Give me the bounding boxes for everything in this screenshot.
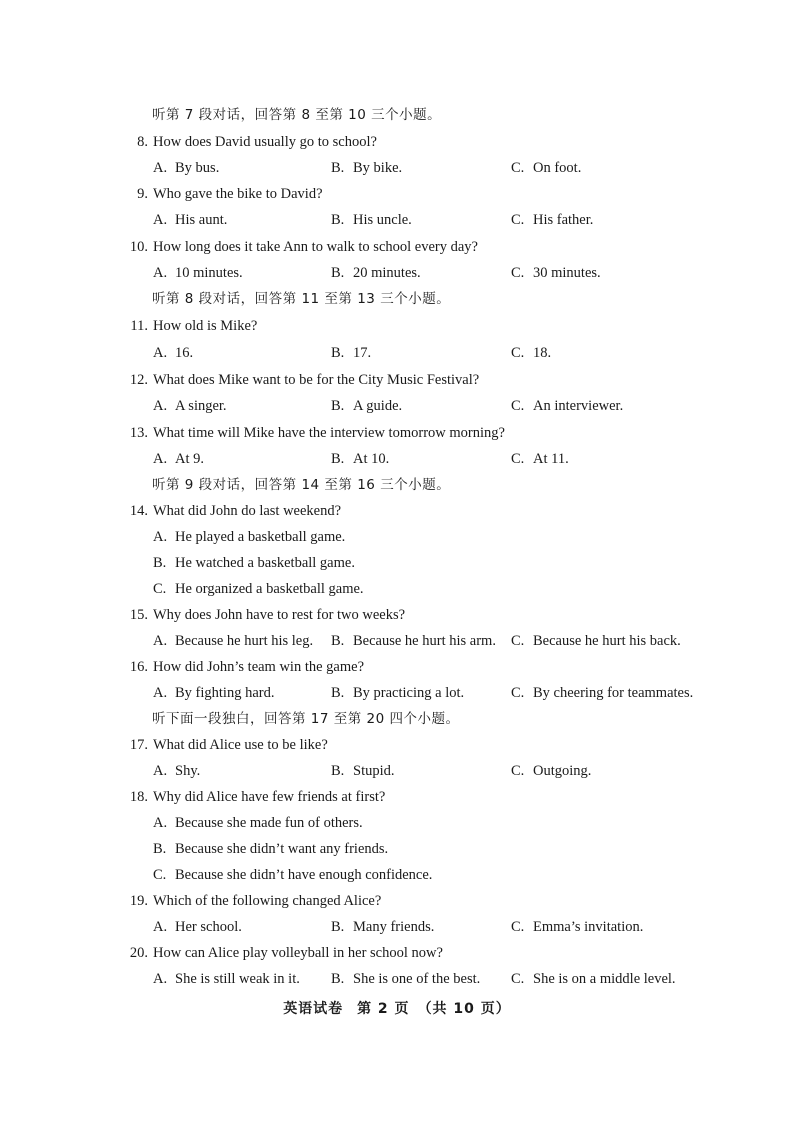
options-row bbox=[0, 760, 794, 782]
question-number: 8. bbox=[137, 134, 148, 150]
options-row bbox=[0, 682, 794, 704]
question-row bbox=[0, 131, 794, 153]
option-b: B. At 10. bbox=[331, 451, 390, 467]
options-row bbox=[0, 157, 794, 179]
option-a: A. Because she made fun of others. bbox=[153, 815, 363, 831]
instruction-text: 听第 8 段对话，回答第 11 至第 13 三个小题。 bbox=[152, 291, 451, 307]
question-row bbox=[0, 734, 794, 756]
question-text: What did John do last weekend? bbox=[153, 503, 342, 519]
question-text: Who gave the bike to David? bbox=[153, 186, 323, 202]
option-a: A. By fighting hard. bbox=[153, 685, 275, 701]
option-b: B. 17. bbox=[331, 345, 372, 361]
option-b: B. Because she didn’t want any friends. bbox=[153, 841, 389, 857]
option-a: A. His aunt. bbox=[153, 212, 228, 228]
options-row bbox=[0, 209, 794, 231]
option-c: C. At 11. bbox=[511, 451, 569, 467]
section-instruction bbox=[0, 104, 794, 126]
question-row bbox=[0, 656, 794, 678]
option-a: A. He played a basketball game. bbox=[153, 529, 346, 545]
option-b: B. Many friends. bbox=[331, 919, 435, 935]
question-number: 12. bbox=[129, 372, 148, 388]
instruction-text: 听第 7 段对话，回答第 8 至第 10 三个小题。 bbox=[152, 107, 442, 123]
option-c: C. Because he hurt his back. bbox=[511, 633, 681, 649]
question-number: 19. bbox=[129, 893, 148, 909]
options-row bbox=[0, 448, 794, 470]
question-row bbox=[0, 500, 794, 522]
options-row bbox=[0, 578, 794, 600]
option-c: C. Emma’s invitation. bbox=[511, 919, 644, 935]
page-footer bbox=[0, 998, 794, 1018]
option-b: B. He watched a basketball game. bbox=[153, 555, 355, 571]
options-row bbox=[0, 630, 794, 652]
question-number: 20. bbox=[129, 945, 148, 961]
option-a: A. 10 minutes. bbox=[153, 265, 243, 281]
option-a: A. By bus. bbox=[153, 160, 220, 176]
option-c: C. On foot. bbox=[511, 160, 582, 176]
options-row bbox=[0, 552, 794, 574]
option-a: A. Because he hurt his leg. bbox=[153, 633, 314, 649]
instruction-text: 听第 9 段对话，回答第 14 至第 16 三个小题。 bbox=[152, 477, 451, 493]
question-text: Why did Alice have few friends at first? bbox=[153, 789, 386, 805]
question-row bbox=[0, 369, 794, 391]
question-row bbox=[0, 890, 794, 912]
option-b: B. His uncle. bbox=[331, 212, 412, 228]
options-row bbox=[0, 864, 794, 886]
options-row bbox=[0, 342, 794, 364]
question-number: 16. bbox=[129, 659, 148, 675]
option-c: C. Outgoing. bbox=[511, 763, 592, 779]
option-c: C. 18. bbox=[511, 345, 552, 361]
question-number: 11. bbox=[130, 318, 148, 334]
option-c: C. By cheering for teammates. bbox=[511, 685, 694, 701]
question-number: 9. bbox=[137, 186, 148, 202]
question-row bbox=[0, 183, 794, 205]
option-a: A. Her school. bbox=[153, 919, 242, 935]
option-b: B. 20 minutes. bbox=[331, 265, 421, 281]
option-a: A. 16. bbox=[153, 345, 194, 361]
options-row bbox=[0, 838, 794, 860]
question-row bbox=[0, 422, 794, 444]
section-instruction bbox=[0, 474, 794, 496]
question-text: Why does John have to rest for two weeks? bbox=[153, 607, 406, 623]
question-text: How does David usually go to school? bbox=[153, 134, 377, 150]
option-b: B. By bike. bbox=[331, 160, 403, 176]
option-a: A. At 9. bbox=[153, 451, 204, 467]
section-instruction bbox=[0, 708, 794, 730]
option-a: A. She is still weak in it. bbox=[153, 971, 300, 987]
option-c: C. His father. bbox=[511, 212, 594, 228]
question-number: 18. bbox=[129, 789, 148, 805]
question-text: How old is Mike? bbox=[153, 318, 258, 334]
option-b: B. Because he hurt his arm. bbox=[331, 633, 496, 649]
options-row bbox=[0, 812, 794, 834]
option-a: A. Shy. bbox=[153, 763, 201, 779]
option-c: C. She is on a middle level. bbox=[511, 971, 676, 987]
option-c: C. An interviewer. bbox=[511, 398, 624, 414]
options-row bbox=[0, 526, 794, 548]
options-row bbox=[0, 262, 794, 284]
question-number: 14. bbox=[129, 503, 148, 519]
question-text: What time will Mike have the interview tomorrow morning? bbox=[153, 425, 505, 441]
question-row bbox=[0, 604, 794, 626]
question-text: How can Alice play volleyball in her school now? bbox=[153, 945, 443, 961]
question-row bbox=[0, 942, 794, 964]
option-b: B. A guide. bbox=[331, 398, 403, 414]
question-text: Which of the following changed Alice? bbox=[153, 893, 382, 909]
footer-subject: 英语试卷 bbox=[283, 1001, 344, 1017]
options-row bbox=[0, 968, 794, 990]
question-row bbox=[0, 236, 794, 258]
section-instruction bbox=[0, 288, 794, 310]
question-number: 15. bbox=[129, 607, 148, 623]
instruction-text: 听下面一段独白，回答第 17 至第 20 四个小题。 bbox=[152, 711, 460, 727]
question-number: 10. bbox=[129, 239, 148, 255]
option-c: C. Because she didn’t have enough confidence. bbox=[153, 867, 433, 883]
question-text: What did Alice use to be like? bbox=[153, 737, 328, 753]
question-text: How did John’s team win the game? bbox=[153, 659, 365, 675]
option-b: B. She is one of the best. bbox=[331, 971, 481, 987]
question-number: 17. bbox=[129, 737, 148, 753]
question-number: 13. bbox=[129, 425, 148, 441]
option-c: C. He organized a basketball game. bbox=[153, 581, 364, 597]
question-row bbox=[0, 315, 794, 337]
footer-page: 第 2 页 bbox=[357, 1001, 410, 1017]
option-a: A. A singer. bbox=[153, 398, 227, 414]
option-b: B. By practicing a lot. bbox=[331, 685, 465, 701]
option-c: C. 30 minutes. bbox=[511, 265, 601, 281]
footer-total: （共 10 页） bbox=[417, 1001, 511, 1017]
question-row bbox=[0, 786, 794, 808]
options-row bbox=[0, 916, 794, 938]
question-text: What does Mike want to be for the City Music Festival? bbox=[153, 372, 480, 388]
options-row bbox=[0, 395, 794, 417]
option-b: B. Stupid. bbox=[331, 763, 395, 779]
question-text: How long does it take Ann to walk to school every day? bbox=[153, 239, 478, 255]
